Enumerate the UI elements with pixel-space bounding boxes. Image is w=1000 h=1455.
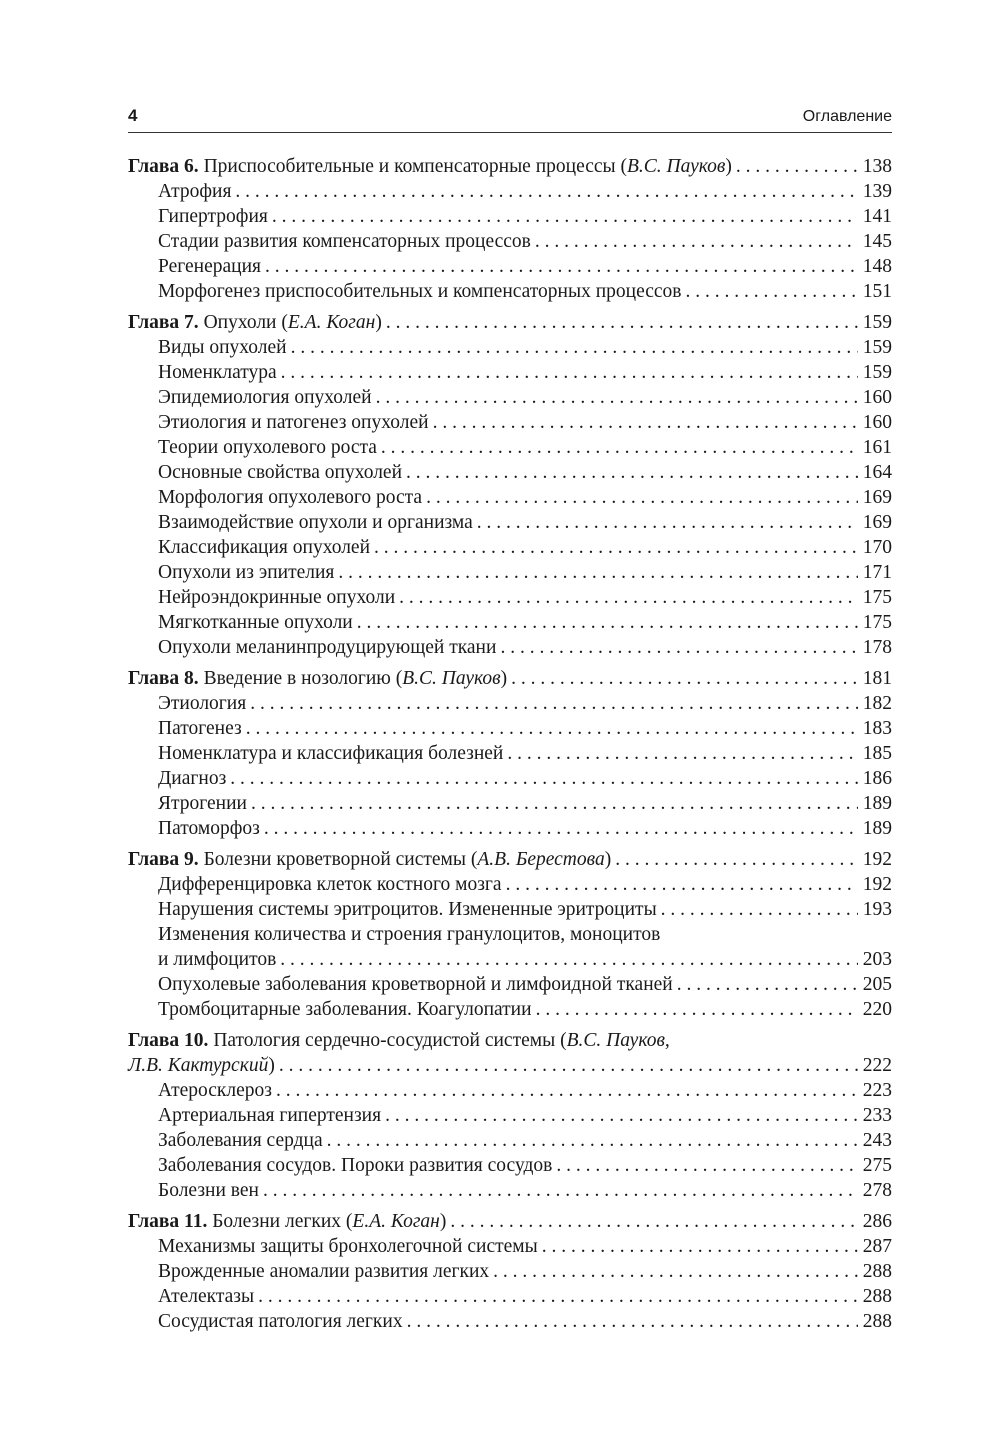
leader-dots: [399, 585, 858, 610]
leader-dots: [374, 535, 858, 560]
toc-entry: [128, 1178, 892, 1203]
leader-dots: [506, 872, 858, 897]
page-ref: 183: [862, 718, 892, 739]
entry-title-line1: Изменения количества и строения гранулоцитов, моноцитов: [158, 924, 661, 945]
leader-dots: [511, 666, 858, 691]
leader-dots: [376, 385, 858, 410]
leader-dots: [426, 485, 858, 510]
leader-dots: [386, 310, 858, 335]
page-ref: 181: [862, 668, 892, 689]
entry-title: Ателектазы: [158, 1286, 255, 1307]
page-ref: 145: [862, 231, 892, 252]
entry-title: Нарушения системы эритроцитов. Измененные эритроциты: [158, 899, 657, 920]
leader-dots: [477, 510, 858, 535]
leader-dots: [327, 1128, 858, 1153]
toc-entry: [128, 360, 892, 385]
entry-title: Номенклатура и классификация болезней: [158, 743, 504, 764]
chapter-author: Е.А. Коган: [352, 1211, 440, 1232]
page-ref: 159: [862, 312, 892, 333]
page-ref: 164: [862, 462, 892, 483]
leader-dots: [686, 279, 858, 304]
toc-entry: [128, 1128, 892, 1153]
chapter-name: Опухоли (: [198, 312, 288, 333]
page-ref: 288: [862, 1286, 892, 1307]
page-ref: 185: [862, 743, 892, 764]
page-ref: 151: [862, 281, 892, 302]
leader-dots: [264, 816, 858, 841]
chapter-close: ): [375, 312, 382, 333]
page-number: 4: [128, 106, 138, 125]
toc-entry: [128, 585, 892, 610]
chapter-10: [128, 1028, 892, 1203]
entry-title: Атрофия: [158, 181, 232, 202]
toc-entry: [128, 335, 892, 360]
toc-entry: [128, 897, 892, 922]
toc-entry: [128, 1103, 892, 1128]
page-ref: 243: [862, 1130, 892, 1151]
entry-title: Номенклатура: [158, 362, 277, 383]
leader-dots: [556, 1153, 858, 1178]
toc-entry: [128, 791, 892, 816]
entry-title: Этиология и патогенез опухолей: [158, 412, 429, 433]
entry-title: Болезни вен: [158, 1180, 259, 1201]
chapter-author: Е.А. Коган: [287, 312, 376, 333]
toc-entry: [128, 997, 892, 1022]
leader-dots: [258, 1284, 858, 1309]
leader-dots: [279, 1053, 858, 1078]
entry-title: и лимфоцитов: [158, 949, 277, 970]
chapter-label: Глава 11.: [128, 1211, 208, 1232]
chapter-close: ): [604, 849, 612, 870]
entry-title: Сосудистая патология легких: [158, 1311, 403, 1332]
page-ref: 161: [862, 437, 892, 458]
page-ref: 160: [862, 387, 892, 408]
page-ref: 220: [862, 999, 892, 1020]
chapter-name: Болезни легких (: [207, 1211, 353, 1232]
chapter-6: [128, 154, 892, 304]
toc-entry: [128, 410, 892, 435]
toc-entry: [128, 279, 892, 304]
chapter-title: [128, 1209, 446, 1234]
page-ref: 203: [862, 949, 892, 970]
entry-title: Морфогенез приспособительных и компенсаторных процессов: [158, 281, 682, 302]
chapter-close: ): [439, 1211, 447, 1232]
page-ref: 160: [862, 412, 892, 433]
toc-entry: [128, 1259, 892, 1284]
running-head: [128, 106, 892, 133]
chapter-title: [128, 310, 382, 335]
page-ref: 287: [862, 1236, 892, 1257]
chapter-9: [128, 847, 892, 1022]
page-ref: 170: [862, 537, 892, 558]
chapter-heading: [128, 154, 892, 179]
page-ref: 175: [862, 587, 892, 608]
leader-dots: [736, 154, 858, 179]
page-ref: 159: [862, 362, 892, 383]
entry-title: Артериальная гипертензия: [158, 1105, 382, 1126]
chapter-author: В.С. Пауков,: [566, 1030, 670, 1051]
chapter-name: Приспособительные и компенсаторные процессы (: [198, 156, 627, 177]
toc-entry: [128, 460, 892, 485]
entry-title: Классификация опухолей: [158, 537, 371, 558]
chapter-label: Глава 8.: [128, 668, 199, 689]
entry-title: Основные свойства опухолей: [158, 462, 403, 483]
toc-entry: [128, 1309, 892, 1334]
entry-title: Теории опухолевого роста: [158, 437, 377, 458]
leader-dots: [542, 1234, 858, 1259]
entry-title: Регенерация: [158, 256, 261, 277]
leader-dots: [677, 972, 858, 997]
page-ref: 139: [862, 181, 892, 202]
leader-dots: [433, 410, 858, 435]
chapter-heading: [128, 1053, 892, 1078]
page-ref: 189: [862, 793, 892, 814]
toc-entry: [128, 1284, 892, 1309]
chapter-heading: [128, 847, 892, 872]
leader-dots: [535, 229, 858, 254]
toc-entry: [128, 1153, 892, 1178]
page-ref: 186: [862, 768, 892, 789]
chapter-label: Глава 7.: [128, 312, 199, 333]
chapter-7: [128, 310, 892, 660]
entry-title: Этиология: [158, 693, 247, 714]
page-ref: 138: [862, 156, 892, 177]
chapter-8: [128, 666, 892, 841]
toc-entry: [128, 741, 892, 766]
page-ref: 159: [862, 337, 892, 358]
chapter-title: [128, 847, 611, 872]
leader-dots: [493, 1259, 858, 1284]
leader-dots: [507, 741, 858, 766]
chapter-author-2: Л.В. Кактурский: [128, 1055, 269, 1076]
leader-dots: [500, 635, 858, 660]
chapter-title: [128, 1053, 275, 1078]
chapter-close: ): [500, 668, 508, 689]
leader-dots: [265, 254, 858, 279]
toc-entry: [128, 635, 892, 660]
toc-entry: [128, 972, 892, 997]
page-ref: 193: [862, 899, 892, 920]
chapter-author: В.С. Пауков: [402, 668, 501, 689]
leader-dots: [246, 716, 858, 741]
page-ref: 233: [862, 1105, 892, 1126]
leader-dots: [230, 766, 858, 791]
chapter-heading-line1: [128, 1028, 892, 1053]
chapter-name: Патология сердечно-сосудистой системы (: [208, 1030, 567, 1051]
page-ref: 175: [862, 612, 892, 633]
page-ref: 288: [862, 1311, 892, 1332]
page-ref: 278: [862, 1180, 892, 1201]
entry-title: Дифференцировка клеток костного мозга: [158, 874, 502, 895]
leader-dots: [536, 997, 858, 1022]
toc-entry: [128, 485, 892, 510]
entry-title: Патогенез: [158, 718, 242, 739]
leader-dots: [357, 610, 858, 635]
page-ref: 141: [862, 206, 892, 227]
leader-dots: [615, 847, 858, 872]
section-title: Оглавление: [802, 108, 892, 125]
page-ref: 182: [862, 693, 892, 714]
toc-entry: [128, 816, 892, 841]
page-ref: 222: [862, 1055, 892, 1076]
leader-dots: [281, 360, 858, 385]
toc-entry: [128, 872, 892, 897]
toc-entry: [128, 716, 892, 741]
chapter-11: [128, 1209, 892, 1334]
leader-dots: [661, 897, 858, 922]
chapter-author: А.В. Берестова: [477, 849, 605, 870]
entry-title: Опухоли из эпителия: [158, 562, 335, 583]
chapter-name: Введение в нозологию (: [198, 668, 403, 689]
page-ref: 223: [862, 1080, 892, 1101]
chapter-label: Глава 6.: [128, 156, 199, 177]
leader-dots: [276, 1078, 858, 1103]
chapter-heading: [128, 310, 892, 335]
toc-entry: [128, 179, 892, 204]
page-ref: 192: [862, 849, 892, 870]
leader-dots: [407, 1309, 858, 1334]
chapter-heading: [128, 666, 892, 691]
page-ref: 169: [862, 512, 892, 533]
entry-title: Патоморфоз: [158, 818, 260, 839]
chapter-title: [128, 666, 507, 691]
entry-title: Заболевания сердца: [158, 1130, 323, 1151]
leader-dots: [272, 204, 858, 229]
toc-entry: [128, 535, 892, 560]
leader-dots: [450, 1209, 858, 1234]
page-ref: 171: [862, 562, 892, 583]
chapter-heading: [128, 1209, 892, 1234]
toc-entry: [128, 1234, 892, 1259]
leader-dots: [385, 1103, 858, 1128]
entry-title: Виды опухолей: [158, 337, 287, 358]
leader-dots: [251, 791, 858, 816]
entry-title: Атеросклероз: [158, 1080, 272, 1101]
entry-title: Эпидемиология опухолей: [158, 387, 372, 408]
toc-entry: [128, 1078, 892, 1103]
entry-title: Опухоли меланинпродуцирующей ткани: [158, 637, 497, 658]
entry-title: Стадии развития компенсаторных процессов: [158, 231, 531, 252]
page-ref: 275: [862, 1155, 892, 1176]
leader-dots: [263, 1178, 858, 1203]
entry-title: Ятрогении: [158, 793, 247, 814]
chapter-name: Болезни кроветворной системы (: [198, 849, 478, 870]
page-ref: 189: [862, 818, 892, 839]
leader-dots: [280, 947, 858, 972]
toc-entry: [128, 510, 892, 535]
chapter-close: ): [725, 156, 732, 177]
page-ref: 286: [862, 1211, 892, 1232]
chapter-label: Глава 9.: [128, 849, 199, 870]
page-ref: 288: [862, 1261, 892, 1282]
leader-dots: [406, 460, 858, 485]
entry-title: Заболевания сосудов. Пороки развития сосудов: [158, 1155, 553, 1176]
page-ref: 192: [862, 874, 892, 895]
table-of-contents: [128, 154, 892, 1334]
toc-entry: [128, 610, 892, 635]
toc-entry: [128, 947, 892, 972]
page-ref: 205: [862, 974, 892, 995]
page-ref: 178: [862, 637, 892, 658]
leader-dots: [291, 335, 858, 360]
leader-dots: [338, 560, 858, 585]
entry-title: Взаимодействие опухоли и организма: [158, 512, 473, 533]
entry-title: Морфология опухолевого роста: [158, 487, 423, 508]
chapter-author: В.С. Пауков: [627, 156, 726, 177]
entry-title: Опухолевые заболевания кроветворной и лимфоидной тканей: [158, 974, 673, 995]
leader-dots: [381, 435, 858, 460]
chapter-close: ): [268, 1055, 275, 1076]
page-ref: 169: [862, 487, 892, 508]
leader-dots: [250, 691, 858, 716]
entry-title: Тромбоцитарные заболевания. Коагулопатии: [158, 999, 532, 1020]
toc-entry: [128, 229, 892, 254]
entry-title: Врожденные аномалии развития легких: [158, 1261, 490, 1282]
entry-title: Гипертрофия: [158, 206, 268, 227]
chapter-title: [128, 154, 732, 179]
leader-dots: [235, 179, 858, 204]
chapter-label: Глава 10.: [128, 1030, 209, 1051]
entry-title: Мягкотканные опухоли: [158, 612, 353, 633]
entry-title: Механизмы защиты бронхолегочной системы: [158, 1236, 538, 1257]
toc-entry: [128, 385, 892, 410]
entry-title: Нейроэндокринные опухоли: [158, 587, 396, 608]
entry-title: Диагноз: [158, 768, 227, 789]
toc-entry: [128, 766, 892, 791]
toc-entry: [128, 204, 892, 229]
toc-entry: [128, 435, 892, 460]
toc-entry: [128, 691, 892, 716]
toc-entry: [128, 254, 892, 279]
toc-entry: [128, 560, 892, 585]
page-ref: 148: [862, 256, 892, 277]
